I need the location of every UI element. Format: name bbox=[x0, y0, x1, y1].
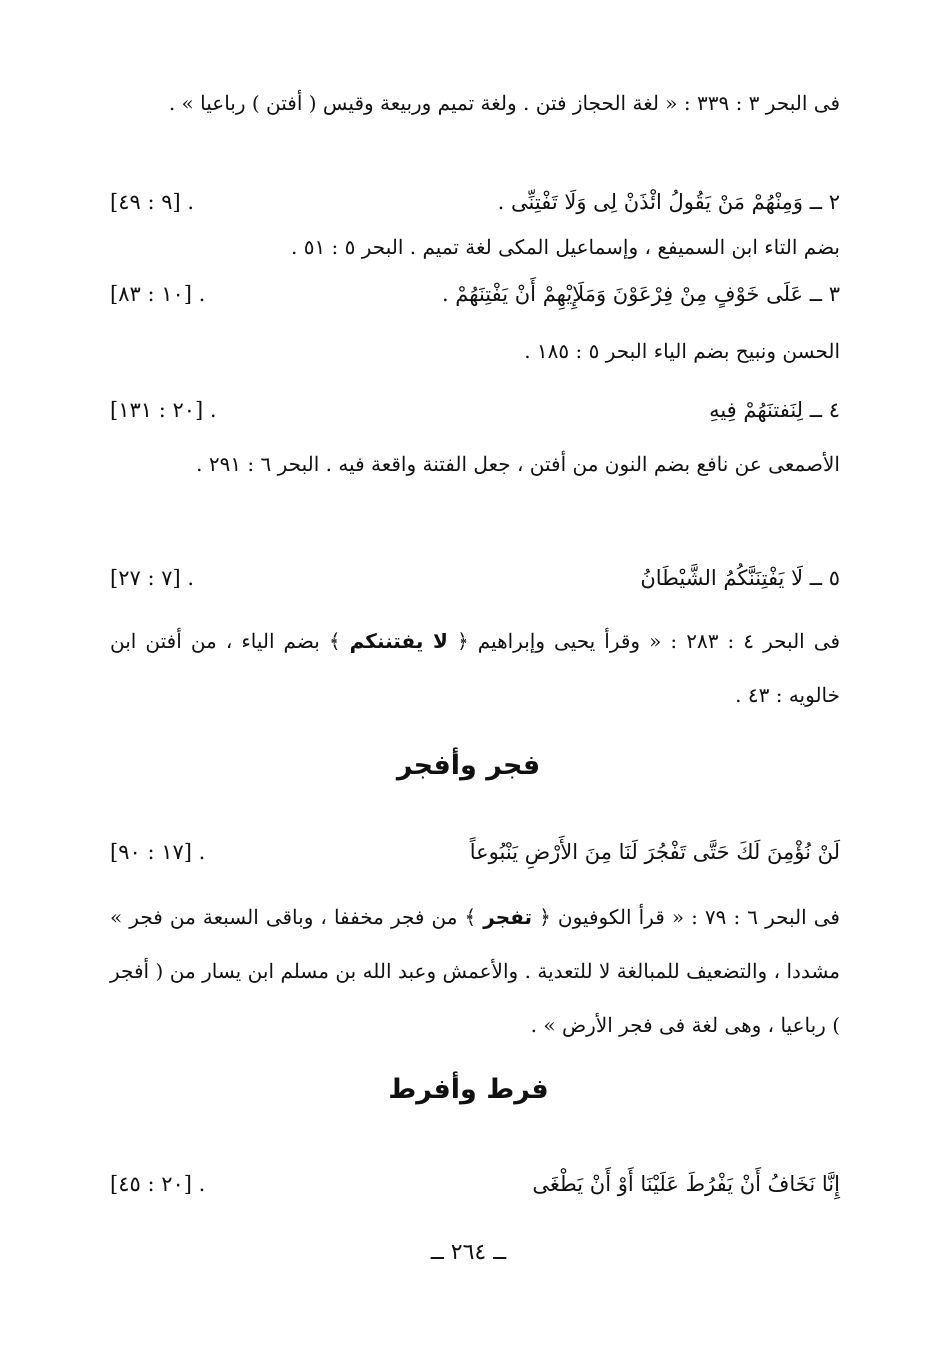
verse-reference: [٢٠ : ٤٥] . bbox=[110, 1172, 206, 1196]
verse-reference: [٢٠ : ١٣١] . bbox=[110, 398, 217, 422]
verse-line-4 bbox=[110, 390, 840, 430]
verse-reference: [١٧ : ٩٠] . bbox=[110, 840, 206, 864]
paragraph-bahr-51: بضم التاء ابن السميفع ، وإسماعيل المكى لغة تميم . البحر ٥ : ٥١ . bbox=[291, 235, 840, 259]
paragraph-text: ﴾ من فجر مخففا ، وباقى السبعة من فجر » مشددا ، والتضعيف للمبالغة لا للتعدية . والأعمش وعبد الله بن مسلم ابن يسار من ( أفجر ) رباعيا ، وهى لغة فى فجر الأرض » . bbox=[110, 905, 840, 1037]
paragraph-bahr-283 bbox=[110, 614, 840, 722]
paragraph-text: ﴾ بضم الياء ، من أفتن ابن خالويه : ٤٣ . bbox=[110, 629, 840, 707]
verse-reference: [٩ : ٤٩] . bbox=[110, 190, 195, 214]
paragraph-bahr-339: فى البحر ٣ : ٣٣٩ : « لغة الحجاز فتن . ولغة تميم وربيعة وقيس ( أفتن ) رباعيا » . bbox=[168, 91, 840, 115]
verse-line-3 bbox=[110, 274, 840, 314]
page-number: ــ ٢٦٤ ــ bbox=[430, 1240, 507, 1265]
verse-line-5 bbox=[110, 558, 840, 598]
paragraph-bahr-79 bbox=[110, 890, 840, 1052]
verse-text: لَنْ نُؤْمِنَ لَكَ حَتَّى تَفْجُرَ لَنَا مِنَ الأَرْضِ يَنْبُوعاً bbox=[469, 840, 840, 864]
verse-line-farat bbox=[110, 1164, 840, 1204]
verse-text: ٢ ــ وَمِنْهُمْ مَنْ يَقُولُ ائْذَنْ لِى وَلَا تَفْتِنِّى . bbox=[497, 190, 840, 214]
verse-line-2 bbox=[110, 182, 840, 222]
verse-text: ٥ ــ لَا يَفْتِنَنَّكُمُ الشَّيْطَانُ bbox=[640, 566, 840, 590]
paragraph-bahr-185: الحسن ونبيح بضم الياء البحر ٥ : ١٨٥ . bbox=[524, 339, 840, 363]
paragraph-text: فى البحر ٦ : ٧٩ : « قرأ الكوفيون ﴿ bbox=[539, 905, 840, 929]
verse-text: ٤ ــ لِنَفتنَهُمْ فِيهِ bbox=[709, 398, 840, 422]
verse-line-fajar bbox=[110, 832, 840, 872]
quoted-reading: لا يفتننكم bbox=[349, 629, 448, 653]
quoted-reading: تفجر bbox=[483, 905, 533, 929]
verse-reference: [٧ : ٢٧] . bbox=[110, 566, 195, 590]
verse-text: إِنَّا نَخَافُ أَنْ يَفْرُطَ عَلَيْنَا أَوْ أَنْ يَطْغَى bbox=[532, 1172, 840, 1196]
section-heading-fajar: فجر وأفجر bbox=[396, 750, 541, 781]
verse-text: ٣ ــ عَلَى خَوْفٍ مِنْ فِرْعَوْنَ وَمَلَإِيْهِمْ أَنْ يَفْتِنَهُمْ . bbox=[441, 282, 840, 306]
section-heading-farat: فرط وأفرط bbox=[388, 1074, 549, 1105]
paragraph-text: فى البحر ٤ : ٢٨٣ : « وقرأ يحيى وإبراهيم ﴿ bbox=[456, 629, 841, 653]
paragraph-bahr-291: الأصمعى عن نافع بضم النون من أفتن ، جعل الفتنة واقعة فيه . البحر ٦ : ٢٩١ . bbox=[196, 452, 840, 476]
verse-reference: [١٠ : ٨٣] . bbox=[110, 282, 206, 306]
